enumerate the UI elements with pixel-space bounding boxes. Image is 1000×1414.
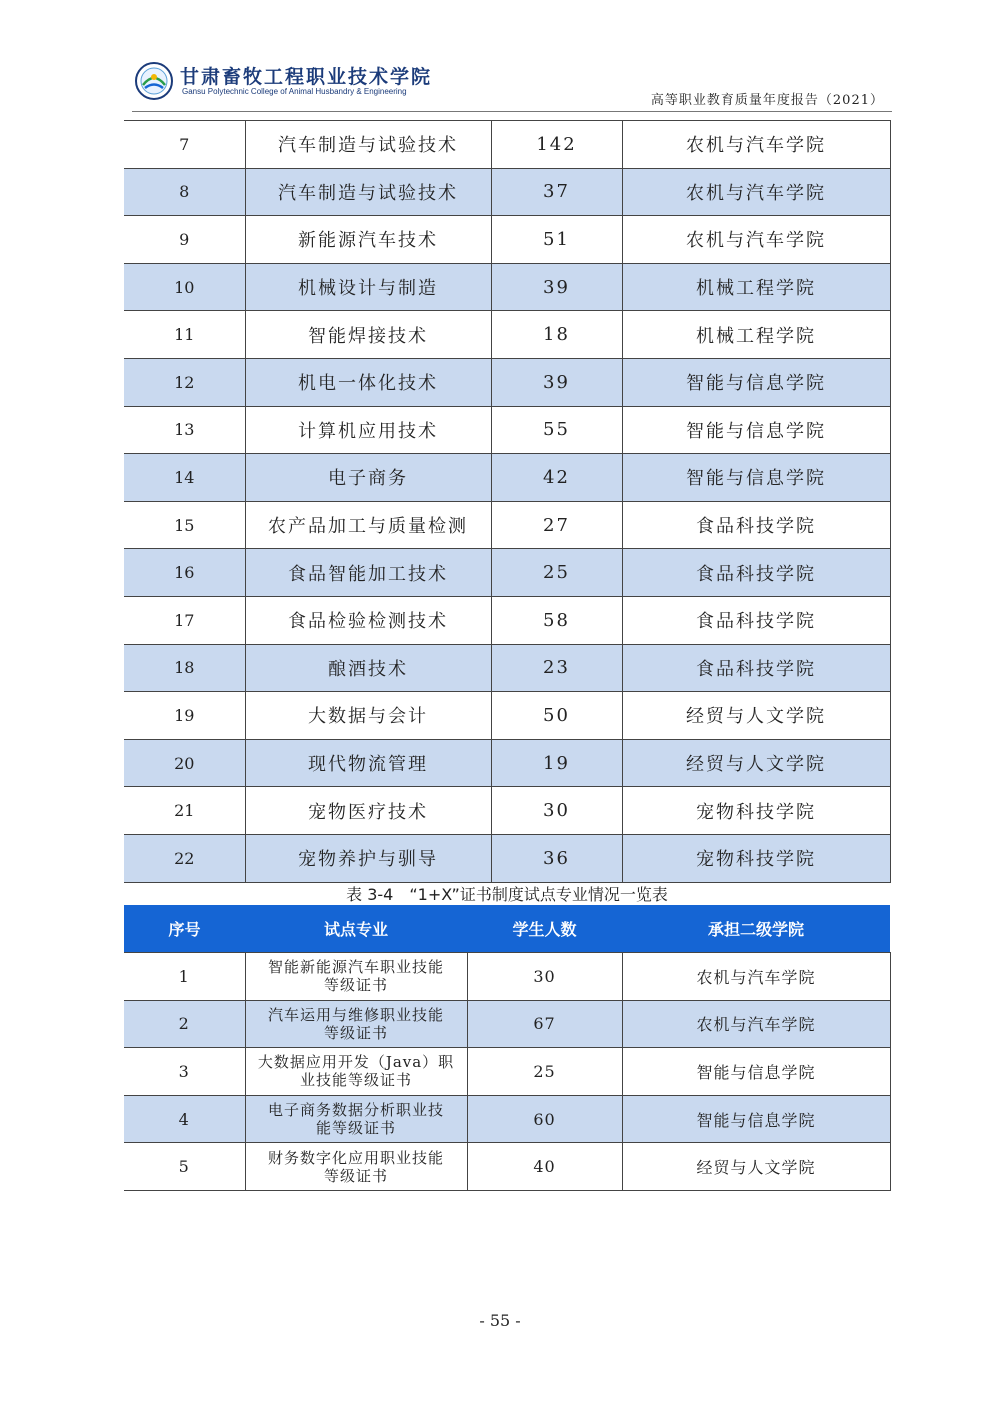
major-name: 新能源汽车技术 bbox=[245, 216, 491, 264]
pilot-major-line-1: 大数据应用开发（Java）职 bbox=[257, 1053, 455, 1072]
report-title: 高等职业教育质量年度报告（2021） bbox=[650, 93, 884, 108]
college-name: 智能与信息学院 bbox=[622, 1095, 890, 1143]
row-number: 21 bbox=[124, 787, 245, 835]
student-count: 50 bbox=[491, 692, 622, 740]
table-row bbox=[124, 263, 890, 311]
major-name: 计算机应用技术 bbox=[245, 406, 491, 454]
college-name: 经贸与人文学院 bbox=[622, 739, 890, 787]
major-name: 宠物养护与驯导 bbox=[245, 834, 491, 882]
college-name: 智能与信息学院 bbox=[622, 454, 890, 502]
college-name: 经贸与人文学院 bbox=[622, 1143, 890, 1191]
pilot-major-name bbox=[245, 1095, 467, 1143]
table-row bbox=[124, 406, 890, 454]
student-count: 30 bbox=[467, 953, 622, 1001]
row-number: 7 bbox=[124, 121, 245, 169]
pilot-major-line-1: 财务数字化应用职业技能 bbox=[267, 1148, 444, 1167]
college-name: 智能与信息学院 bbox=[622, 358, 890, 406]
row-number: 13 bbox=[124, 406, 245, 454]
student-count: 25 bbox=[491, 549, 622, 597]
student-count: 39 bbox=[491, 263, 622, 311]
pilot-major-name bbox=[245, 1143, 467, 1191]
college-name: 智能与信息学院 bbox=[622, 406, 890, 454]
row-number: 22 bbox=[124, 834, 245, 882]
major-name: 大数据与会计 bbox=[245, 692, 491, 740]
table-caption: 表 3-4 “1+X”证书制度试点专业情况一览表 bbox=[346, 885, 668, 904]
row-number: 20 bbox=[124, 739, 245, 787]
college-name: 食品科技学院 bbox=[622, 596, 890, 644]
pilot-majors-table bbox=[124, 905, 891, 1191]
row-number: 19 bbox=[124, 692, 245, 740]
pilot-table-body bbox=[124, 953, 890, 1191]
student-count: 39 bbox=[491, 358, 622, 406]
majors-table bbox=[124, 120, 891, 883]
school-logo-icon bbox=[134, 61, 174, 101]
college-name: 机械工程学院 bbox=[622, 263, 890, 311]
header-major: 试点专业 bbox=[245, 905, 467, 953]
student-count: 40 bbox=[467, 1143, 622, 1191]
row-number: 4 bbox=[124, 1095, 245, 1143]
student-count: 18 bbox=[491, 311, 622, 359]
row-number: 3 bbox=[124, 1048, 245, 1096]
school-name-en: Gansu Polytechnic College of Animal Husbandry & Engineering bbox=[182, 87, 407, 96]
major-name: 机械设计与制造 bbox=[245, 263, 491, 311]
pilot-major-line-2: 等级证书 bbox=[323, 1023, 388, 1042]
row-number: 17 bbox=[124, 596, 245, 644]
major-name: 宠物医疗技术 bbox=[245, 787, 491, 835]
table-row bbox=[124, 692, 890, 740]
table-row bbox=[124, 1143, 890, 1191]
college-name: 智能与信息学院 bbox=[622, 1048, 890, 1096]
major-name: 汽车制造与试验技术 bbox=[245, 168, 491, 216]
pilot-major-name bbox=[245, 1048, 467, 1096]
student-count: 30 bbox=[491, 787, 622, 835]
major-name: 酿酒技术 bbox=[245, 644, 491, 692]
student-count: 55 bbox=[491, 406, 622, 454]
college-name: 农机与汽车学院 bbox=[622, 216, 890, 264]
major-name: 电子商务 bbox=[245, 454, 491, 502]
table-row bbox=[124, 216, 890, 264]
pilot-major-line-2: 能等级证书 bbox=[315, 1119, 396, 1138]
row-number: 14 bbox=[124, 454, 245, 502]
table-row bbox=[124, 787, 890, 835]
college-name: 农机与汽车学院 bbox=[622, 953, 890, 1001]
row-number: 1 bbox=[124, 953, 245, 1001]
table-row bbox=[124, 739, 890, 787]
student-count: 142 bbox=[491, 121, 622, 169]
student-count: 67 bbox=[467, 1000, 622, 1048]
row-number: 15 bbox=[124, 501, 245, 549]
major-name: 汽车制造与试验技术 bbox=[245, 121, 491, 169]
student-count: 36 bbox=[491, 834, 622, 882]
table-row bbox=[124, 168, 890, 216]
page-number: - 55 - bbox=[479, 1311, 521, 1330]
major-name: 现代物流管理 bbox=[245, 739, 491, 787]
header-divider bbox=[132, 111, 892, 112]
pilot-major-line-1: 电子商务数据分析职业技 bbox=[267, 1101, 444, 1120]
page-header bbox=[132, 56, 892, 112]
table-header-row bbox=[124, 905, 890, 953]
header-college: 承担二级学院 bbox=[622, 905, 890, 953]
row-number: 12 bbox=[124, 358, 245, 406]
table-row bbox=[124, 1095, 890, 1143]
student-count: 58 bbox=[491, 596, 622, 644]
row-number: 16 bbox=[124, 549, 245, 597]
table-row bbox=[124, 358, 890, 406]
pilot-major-line-1: 汽车运用与维修职业技能 bbox=[267, 1005, 444, 1024]
college-name: 经贸与人文学院 bbox=[622, 692, 890, 740]
pilot-major-name bbox=[245, 953, 467, 1001]
row-number: 5 bbox=[124, 1143, 245, 1191]
student-count: 60 bbox=[467, 1095, 622, 1143]
table-row bbox=[124, 1048, 890, 1096]
table-row bbox=[124, 953, 890, 1001]
table-row bbox=[124, 549, 890, 597]
header-count: 学生人数 bbox=[467, 905, 622, 953]
majors-table-body bbox=[124, 121, 890, 883]
row-number: 9 bbox=[124, 216, 245, 264]
row-number: 10 bbox=[124, 263, 245, 311]
college-name: 农机与汽车学院 bbox=[622, 1000, 890, 1048]
student-count: 42 bbox=[491, 454, 622, 502]
table-row bbox=[124, 121, 890, 169]
major-name: 食品智能加工技术 bbox=[245, 549, 491, 597]
table-row bbox=[124, 644, 890, 692]
pilot-major-name bbox=[245, 1000, 467, 1048]
row-number: 2 bbox=[124, 1000, 245, 1048]
row-number: 11 bbox=[124, 311, 245, 359]
student-count: 51 bbox=[491, 216, 622, 264]
table-row bbox=[124, 454, 890, 502]
table-row bbox=[124, 1000, 890, 1048]
major-name: 农产品加工与质量检测 bbox=[245, 501, 491, 549]
student-count: 25 bbox=[467, 1048, 622, 1096]
pilot-major-line-2: 业技能等级证书 bbox=[299, 1071, 412, 1090]
college-name: 宠物科技学院 bbox=[622, 787, 890, 835]
table-row bbox=[124, 834, 890, 882]
school-name-cn: 甘肃畜牧工程职业技术学院 bbox=[180, 66, 433, 88]
table-row bbox=[124, 311, 890, 359]
pilot-major-line-1: 智能新能源汽车职业技能 bbox=[267, 958, 444, 977]
student-count: 37 bbox=[491, 168, 622, 216]
table-row bbox=[124, 596, 890, 644]
header-no: 序号 bbox=[124, 905, 245, 953]
college-name: 食品科技学院 bbox=[622, 501, 890, 549]
student-count: 19 bbox=[491, 739, 622, 787]
row-number: 18 bbox=[124, 644, 245, 692]
major-name: 智能焊接技术 bbox=[245, 311, 491, 359]
college-name: 食品科技学院 bbox=[622, 549, 890, 597]
major-name: 机电一体化技术 bbox=[245, 358, 491, 406]
student-count: 27 bbox=[491, 501, 622, 549]
row-number: 8 bbox=[124, 168, 245, 216]
student-count: 23 bbox=[491, 644, 622, 692]
college-name: 机械工程学院 bbox=[622, 311, 890, 359]
major-name: 食品检验检测技术 bbox=[245, 596, 491, 644]
college-name: 食品科技学院 bbox=[622, 644, 890, 692]
college-name: 农机与汽车学院 bbox=[622, 168, 890, 216]
pilot-major-line-2: 等级证书 bbox=[323, 1166, 388, 1185]
college-name: 宠物科技学院 bbox=[622, 834, 890, 882]
college-name: 农机与汽车学院 bbox=[622, 121, 890, 169]
pilot-major-line-2: 等级证书 bbox=[323, 976, 388, 995]
table-row bbox=[124, 501, 890, 549]
